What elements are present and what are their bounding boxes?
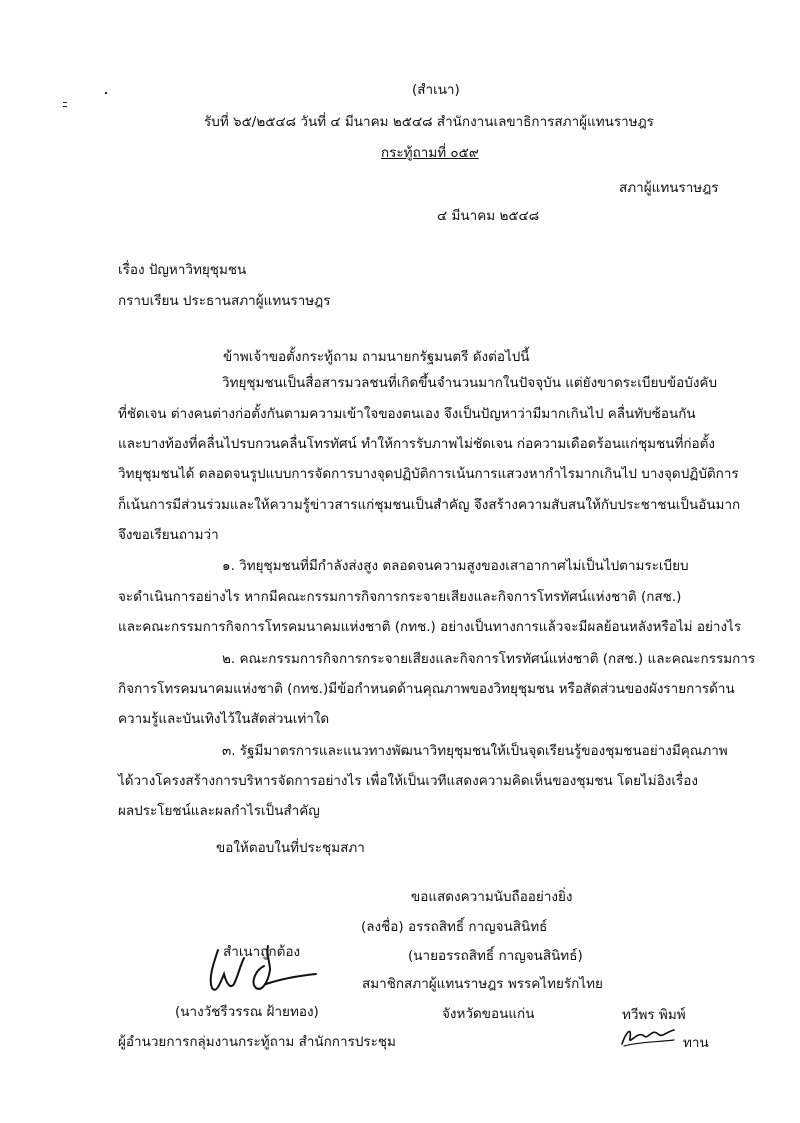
question-line: ๑. วิทยุชุมชนที่มีกำลังส่งสูง ตลอดจนความสูงของเสาอากาศไม่เป็นไปตามระเบียบ — [222, 558, 689, 574]
certified-label: สำเนาถูกต้อง — [223, 944, 301, 960]
paragraph-line: วิทยุชุมชนเป็นสื่อสารมวลชนที่เกิดขึ้นจำนวนมากในปัจจุบัน แต่ยังขาดระเบียบข้อบังคับ — [222, 375, 718, 391]
addressee-line: กราบเรียน ประธานสภาผู้แทนราษฎร — [118, 293, 331, 309]
paragraph-line: ก็เน้นการมีส่วนร่วมและให้ความรู้ข่าวสารแก่ชุมชนเป็นสำคัญ จึงสร้างความสับสนให้กับประชาชนเป็นอันมาก — [118, 497, 741, 513]
checker-label: ทาน — [683, 1035, 709, 1051]
member-province-line: จังหวัดขอนแก่น — [442, 1006, 535, 1022]
paragraph-line: และบางท้องที่คลื่นไปรบกวนคลื่นโทรทัศน์ ทำให้การรับภาพไม่ชัดเจน ก่อความเดือดร้อนแก่ชุมชนที่ก่อตั้ง — [118, 436, 715, 452]
member-position-line: สมาชิกสภาผู้แทนราษฎร พรรคไทยรักไทย — [362, 976, 603, 992]
certifier-position: ผู้อำนวยการกลุ่มงานกระทู้ถาม สำนักการประชุม — [118, 1034, 396, 1050]
question-number: กระทู้ถามที่ ๐๕๙ — [381, 145, 479, 161]
member-name-line: (นายอรรถสิทธิ์ กาญจนสินิทธ์) — [408, 948, 583, 964]
question-line: ความรู้และบันเทิงไว้ในสัดส่วนเท่าใด — [118, 711, 330, 727]
regards-line: ขอแสดงความนับถืออย่างยิ่ง — [411, 889, 573, 905]
certifier-name: (นางวัชรีวรรณ ฝ้ายทอง) — [175, 1004, 319, 1020]
paragraph-line: วิทยุชุมชนได้ ตลอดจนรูปแบบการจัดการบางจุดปฏิบัติการเน้นการแสวงหากำไรมากเกินไป บางจุดปฏิบัติการ — [118, 466, 739, 482]
copy-label: (สำเนา) — [412, 82, 460, 98]
letter-date: ๔ มีนาคม ๒๕๔๘ — [437, 208, 540, 224]
subject-line: เรื่อง ปัญหาวิทยุชุมชน — [118, 262, 247, 278]
sender-office: สภาผู้แทนราษฎร — [619, 180, 719, 196]
question-line: และคณะกรรมการกิจการโทรคมนาคมแห่งชาติ (กทช.) อย่างเป็นทางการแล้วจะมีผลย้อนหลังหรือไม่ อย่างไร — [118, 619, 742, 635]
signed-name-line: (ลงชื่อ) อรรถสิทธิ์ กาญจนสินิทธ์ — [361, 919, 548, 935]
question-line: ได้วางโครงสร้างการบริหารจัดการอย่างไร เพื่อให้เป็นเวทีแสดงความคิดเห็นของชุมชน โดยไม่อิงเรื่อง — [118, 773, 698, 789]
handwritten-signature — [204, 938, 324, 996]
paragraph-line: จึงขอเรียนถามว่า — [118, 527, 219, 543]
intro-line: ข้าพเจ้าขอตั้งกระทู้ถาม ถามนายกรัฐมนตรี ดังต่อไปนี้ — [223, 349, 530, 365]
paragraph-line: ที่ชัดเจน ต่างคนต่างก่อตั้งกันตามความเข้าใจของตนเอง จึงเป็นปัญหาว่ามีมากเกินไป คลื่นทับซ้อนกัน — [118, 406, 696, 422]
receipt-line: รับที่ ๖๕/๒๕๔๘ วันที่ ๔ มีนาคม ๒๕๔๘ สำนักงานเลขาธิการสภาผู้แทนราษฎร — [204, 114, 654, 130]
scan-speck — [63, 106, 67, 107]
scan-speck — [105, 92, 107, 94]
question-line: ๓. รัฐมีมาตรการและแนวทางพัฒนาวิทยุชุมชนให้เป็นจุดเรียนรู้ของชุมชนอย่างมีคุณภาพ — [222, 743, 728, 759]
closing-request: ขอให้ตอบในที่ประชุมสภา — [216, 840, 365, 856]
question-line: ผลประโยชน์และผลกำไรเป็นสำคัญ — [118, 803, 320, 819]
question-line: กิจการโทรคมนาคมแห่งชาติ (กทช.)มีข้อกำหนดด้านคุณภาพของวิทยุชุมชน หรือสัดส่วนของผังรายการด้าน — [118, 681, 735, 697]
scan-speck — [63, 102, 67, 103]
typist-name: ทวีพร พิมพ์ — [622, 1007, 686, 1023]
question-line: ๒. คณะกรรมการกิจการกระจายเสียงและกิจการโทรทัศน์แห่งชาติ (กสช.) และคณะกรรมการ — [222, 651, 756, 667]
question-line: จะดำเนินการอย่างไร หากมีคณะกรรมการกิจการกระจายเสียงและกิจการโทรทัศน์แห่งชาติ (กสช.) — [118, 589, 682, 605]
checker-initials — [618, 1022, 678, 1050]
